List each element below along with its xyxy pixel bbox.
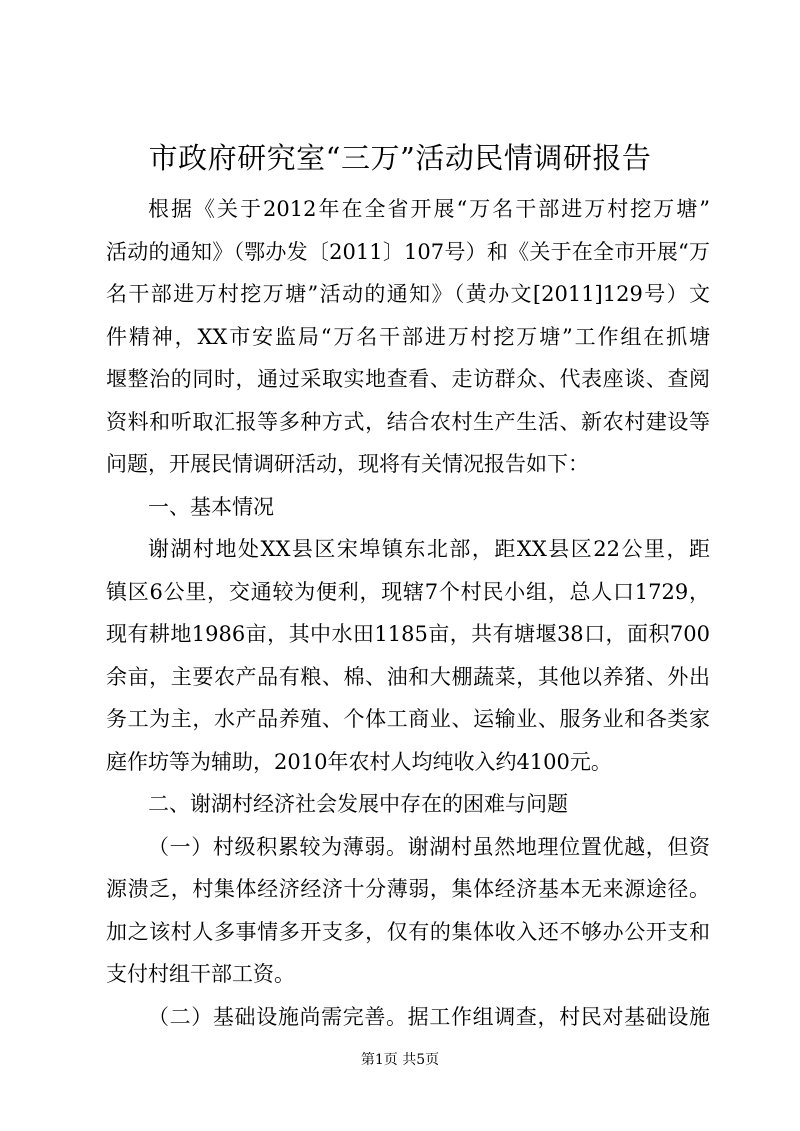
paragraph-line: 加之该村人多事情多开支多，仅有的集体收入还不够办公开支和 [106, 919, 710, 944]
paragraph-line: 活动的通知》（鄂办发〔2011〕107号）和《关于在全市开展“万 [106, 239, 710, 264]
paragraph-line: 源溃乏，村集体经济经济十分薄弱，集体经济基本无来源途径。 [106, 877, 710, 901]
paragraph-line: 资料和听取汇报等多种方式，结合农村生产生活、新农村建设等 [106, 409, 710, 434]
paragraph-line: 现有耕地1986亩，其中水田1185亩，共有塘堰38口，面积700 [106, 622, 710, 646]
document-title: 市政府研究室“三万”活动民情调研报告 [148, 141, 652, 175]
paragraph-line: （一）村级积累较为薄弱。谢湖村虽然地理位置优越，但资 [148, 834, 710, 859]
paragraph-line: 谢湖村地处XX县区宋埠镇东北部，距XX县区22公里，距 [148, 537, 710, 561]
paragraph-line: （二）基础设施尚需完善。据工作组调查，村民对基础设施 [148, 1004, 710, 1029]
paragraph-line: 余亩，主要农产品有粮、棉、油和大棚蔬菜，其他以养猪、外出 [106, 664, 710, 689]
paragraph-line: 堰整治的同时，通过采取实地查看、走访群众、代表座谈、查阅 [106, 367, 710, 391]
paragraph-line: 务工为主，水产品养殖、个体工商业、运输业、服务业和各类家 [106, 707, 710, 731]
paragraph-line: 根据《关于2012年在全省开展“万名干部进万村挖万塘” [148, 197, 710, 221]
section-heading: 二、谢湖村经济社会发展中存在的困难与问题 [148, 792, 568, 816]
paragraph-line: 镇区6公里，交通较为便利，现辖7个村民小组，总人口1729， [106, 579, 710, 604]
paragraph-line: 庭作坊等为辅助，2010年农村人均纯收入约4100元。 [106, 749, 612, 774]
paragraph-line: 名干部进万村挖万塘”活动的通知》（黄办文[2011]129号）文 [106, 282, 710, 306]
paragraph-line: 件精神，XX市安监局“万名干部进万村挖万塘”工作组在抓塘 [106, 324, 710, 349]
page-footer: 第1页 共5页 [360, 1052, 440, 1068]
paragraph-line: 问题，开展民情调研活动，现将有关情况报告如下： [106, 452, 589, 476]
section-heading: 一、基本情况 [148, 494, 274, 519]
document-body [106, 188, 710, 1038]
paragraph-line: 支付村组干部工资。 [106, 962, 295, 986]
